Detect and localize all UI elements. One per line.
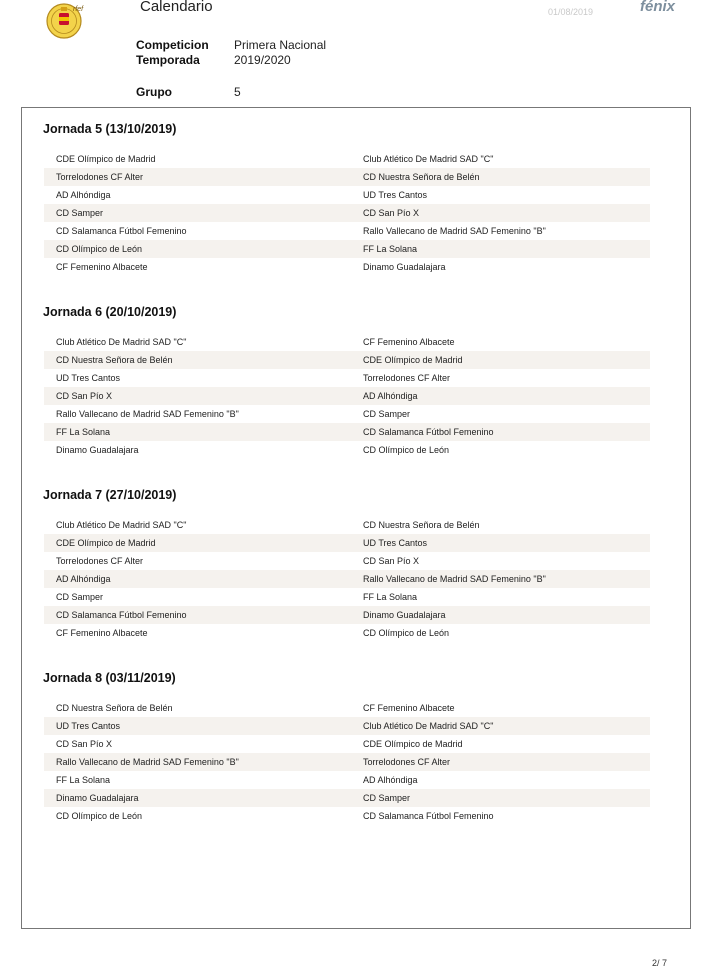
home-team: CD Nuestra Señora de Belén <box>56 355 173 365</box>
match-row <box>44 333 650 351</box>
away-team: UD Tres Cantos <box>363 190 428 200</box>
match-row <box>44 789 650 807</box>
home-team: AD Alhóndiga <box>56 574 111 584</box>
home-team: Rallo Vallecano de Madrid SAD Femenino "B" <box>56 757 239 767</box>
away-team: AD Alhóndiga <box>363 391 418 401</box>
home-team: UD Tres Cantos <box>56 721 121 731</box>
home-team: CD Salamanca Fútbol Femenino <box>56 610 187 620</box>
away-team: AD Alhóndiga <box>363 775 418 785</box>
away-team: CD Olímpico de León <box>363 445 450 455</box>
away-team: CD San Pío X <box>363 208 420 218</box>
federation-logo <box>44 0 84 40</box>
match-row <box>44 534 650 552</box>
home-team: CD Olímpico de León <box>56 244 143 254</box>
home-team: CDE Olímpico de Madrid <box>56 154 156 164</box>
jornada-heading: Jornada 7 (27/10/2019) <box>43 488 177 502</box>
home-team: CD Olímpico de León <box>56 811 143 821</box>
home-team: FF La Solana <box>56 427 111 437</box>
away-team: Dinamo Guadalajara <box>363 262 446 272</box>
home-team: CDE Olímpico de Madrid <box>56 538 156 548</box>
match-row <box>44 570 650 588</box>
home-team: AD Alhóndiga <box>56 190 111 200</box>
home-team: CD Salamanca Fútbol Femenino <box>56 226 187 236</box>
away-team: Torrelodones CF Alter <box>363 373 451 383</box>
away-team: CDE Olímpico de Madrid <box>363 739 463 749</box>
meta-value: 5 <box>234 85 241 99</box>
match-row <box>44 186 650 204</box>
match-row <box>44 150 650 168</box>
match-row <box>44 405 650 423</box>
home-team: Dinamo Guadalajara <box>56 793 139 803</box>
match-row <box>44 369 650 387</box>
home-team: Torrelodones CF Alter <box>56 172 144 182</box>
away-team: FF La Solana <box>363 244 418 254</box>
home-team: UD Tres Cantos <box>56 373 121 383</box>
match-row <box>44 168 650 186</box>
away-team: Club Atlético De Madrid SAD "C" <box>363 721 494 731</box>
home-team: CD Nuestra Señora de Belén <box>56 703 173 713</box>
match-row <box>44 588 650 606</box>
meta-label: Grupo <box>136 85 172 99</box>
match-row <box>44 807 650 825</box>
page-number: 2/ 7 <box>652 958 668 968</box>
match-row <box>44 624 650 642</box>
home-team: CD San Pío X <box>56 391 113 401</box>
logo-lettering: rfef <box>73 6 84 13</box>
away-team: Torrelodones CF Alter <box>363 757 451 767</box>
away-team: UD Tres Cantos <box>363 538 428 548</box>
home-team: CD Samper <box>56 208 104 218</box>
home-team: Club Atlético De Madrid SAD "C" <box>56 337 187 347</box>
away-team: Rallo Vallecano de Madrid SAD Femenino "B" <box>363 574 546 584</box>
meta-label: Temporada <box>136 53 200 67</box>
away-team: CD Nuestra Señora de Belén <box>363 172 480 182</box>
jornada-heading: Jornada 6 (20/10/2019) <box>43 305 177 319</box>
away-team: CD Samper <box>363 409 411 419</box>
away-team: CD Olímpico de León <box>363 628 450 638</box>
away-team: Rallo Vallecano de Madrid SAD Femenino "B" <box>363 226 546 236</box>
match-row <box>44 387 650 405</box>
home-team: CF Femenino Albacete <box>56 262 148 272</box>
meta-value: 2019/2020 <box>234 53 291 67</box>
match-row <box>44 240 650 258</box>
print-date: 01/08/2019 <box>548 7 594 17</box>
home-team: CD Samper <box>56 592 104 602</box>
match-row <box>44 351 650 369</box>
match-row <box>44 516 650 534</box>
meta-label: Competicion <box>136 38 209 52</box>
meta-value: Primera Nacional <box>234 38 327 52</box>
home-team: Club Atlético De Madrid SAD "C" <box>56 520 187 530</box>
away-team: CF Femenino Albacete <box>363 703 455 713</box>
match-row <box>44 771 650 789</box>
home-team: CD San Pío X <box>56 739 113 749</box>
jornada-heading: Jornada 8 (03/11/2019) <box>43 671 176 685</box>
away-team: Club Atlético De Madrid SAD "C" <box>363 154 494 164</box>
away-team: CDE Olímpico de Madrid <box>363 355 463 365</box>
match-row <box>44 423 650 441</box>
match-row <box>44 258 650 276</box>
away-team: CD Samper <box>363 793 411 803</box>
home-team: Rallo Vallecano de Madrid SAD Femenino "B" <box>56 409 239 419</box>
jornada-heading: Jornada 5 (13/10/2019) <box>43 122 177 136</box>
page-title: Calendario <box>140 0 213 15</box>
home-team: FF La Solana <box>56 775 111 785</box>
home-team: Dinamo Guadalajara <box>56 445 139 455</box>
home-team: CF Femenino Albacete <box>56 628 148 638</box>
match-row <box>44 222 650 240</box>
match-row <box>44 753 650 771</box>
home-team: Torrelodones CF Alter <box>56 556 144 566</box>
match-row <box>44 735 650 753</box>
match-row <box>44 204 650 222</box>
match-row <box>44 441 650 459</box>
away-team: FF La Solana <box>363 592 418 602</box>
brand-logo: fénix <box>640 0 676 15</box>
match-row <box>44 717 650 735</box>
away-team: CD Salamanca Fútbol Femenino <box>363 811 494 821</box>
match-row <box>44 699 650 717</box>
away-team: CF Femenino Albacete <box>363 337 455 347</box>
away-team: Dinamo Guadalajara <box>363 610 446 620</box>
away-team: CD San Pío X <box>363 556 420 566</box>
away-team: CD Nuestra Señora de Belén <box>363 520 480 530</box>
away-team: CD Salamanca Fútbol Femenino <box>363 427 494 437</box>
match-row <box>44 606 650 624</box>
match-row <box>44 552 650 570</box>
